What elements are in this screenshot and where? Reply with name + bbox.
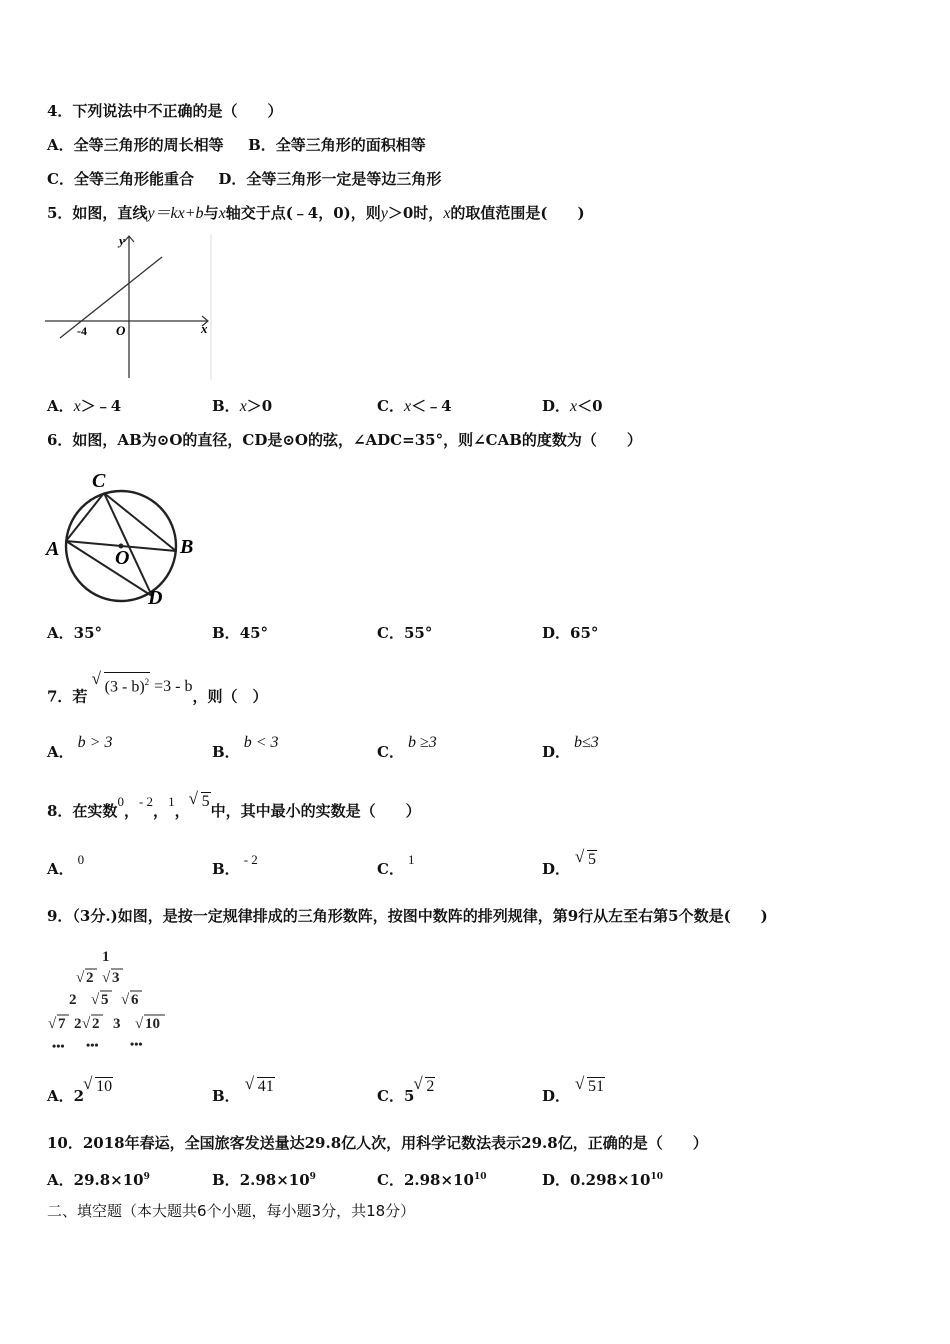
q9-option-d bbox=[542, 1078, 605, 1107]
q7-option-a bbox=[47, 734, 113, 763]
q7-rhs: =3 - b bbox=[154, 678, 193, 696]
q9-r2-sqrt-sign-2: √ bbox=[102, 970, 111, 986]
q9-r3-value-1: 2 bbox=[69, 992, 77, 1008]
q8-option-b-math: - 2 bbox=[243, 852, 258, 867]
q6-option-b-text: 45° bbox=[239, 624, 269, 642]
q6-label-d: D bbox=[148, 587, 163, 609]
q5-text-4: 的取值范围是( ) bbox=[450, 204, 585, 222]
q9-option-a-coef: 2 bbox=[73, 1087, 85, 1105]
q8-option-d-radical bbox=[576, 850, 597, 870]
q5-x-var-2: x bbox=[443, 205, 451, 222]
q7-option-b bbox=[212, 734, 279, 763]
q5-text-2: 轴交于点(﹣4，0)，则 bbox=[225, 204, 381, 222]
q8-num-zero: 0 bbox=[117, 794, 124, 809]
q7-option-c-math: b ≥3 bbox=[407, 734, 437, 751]
q10-option-b-base: 2.98×10 bbox=[239, 1171, 310, 1189]
q6-option-a-label: A． bbox=[47, 624, 74, 642]
q5-option-c bbox=[377, 396, 452, 417]
q9-r4-value-2-radicand: 2 bbox=[92, 1016, 100, 1032]
q8-option-c-math: 1 bbox=[407, 852, 415, 867]
q6-option-c bbox=[377, 623, 432, 643]
q5-equation: y＝kx+b bbox=[147, 205, 204, 222]
q10-option-a bbox=[47, 1167, 150, 1190]
q8-number: 8．在实数 bbox=[47, 802, 118, 820]
q9-option-b-label: B． bbox=[212, 1087, 240, 1105]
q9-r1-value: 1 bbox=[102, 949, 110, 965]
q7-option-b-math: b < 3 bbox=[243, 734, 279, 751]
q9-r2-value-2: 3 bbox=[112, 970, 120, 986]
q4-option-d: D．全等三角形一定是等边三角形 bbox=[218, 170, 442, 188]
q5-number: 5．如图，直线 bbox=[47, 204, 148, 222]
q7-option-a-label: A． bbox=[47, 743, 74, 761]
q8-option-a-label: A． bbox=[47, 860, 74, 878]
q8-stem bbox=[47, 793, 421, 822]
q9-r3-sqrt-sign-2: √ bbox=[121, 992, 130, 1008]
q9-option-a-radical bbox=[84, 1077, 113, 1097]
q9-option-a-radicand: 10 bbox=[96, 1078, 113, 1095]
q10-option-a-exp: 9 bbox=[143, 1172, 150, 1182]
q7-stem bbox=[47, 677, 268, 707]
q9-option-d-radical bbox=[576, 1077, 605, 1097]
q6-circle-figure bbox=[40, 465, 210, 610]
q6-option-c-text: 55° bbox=[403, 624, 433, 642]
q10-option-a-label: A． bbox=[47, 1171, 74, 1189]
q6-option-b bbox=[212, 623, 268, 643]
q8-option-d-label: D． bbox=[542, 860, 571, 878]
q8-option-d bbox=[542, 851, 597, 880]
q6-option-d bbox=[542, 623, 598, 643]
q9-option-b-radical bbox=[246, 1077, 275, 1097]
q9-dots-1: ••• bbox=[52, 1039, 65, 1053]
q5-stem bbox=[47, 203, 585, 224]
q9-option-a-label: A． bbox=[47, 1087, 74, 1105]
q7-option-d-label: D． bbox=[542, 743, 571, 761]
q9-option-c-radicand: 2 bbox=[426, 1078, 435, 1095]
q5-line bbox=[60, 257, 162, 338]
q9-option-c-radical bbox=[414, 1077, 435, 1097]
q9-option-c-label: C． bbox=[377, 1087, 404, 1105]
q7-tail: ，则（ ） bbox=[192, 687, 268, 706]
q10-option-a-base: 29.8×10 bbox=[73, 1171, 144, 1189]
q7-radicand: (3 - b) bbox=[104, 678, 145, 696]
q8-sep-2: ， bbox=[153, 802, 169, 820]
q6-option-c-label: C． bbox=[377, 624, 404, 642]
q10-option-d-label: D． bbox=[542, 1171, 571, 1189]
q7-equation bbox=[93, 678, 193, 695]
q5-option-d bbox=[542, 396, 603, 417]
q5-option-b bbox=[212, 396, 272, 417]
q10-option-d bbox=[542, 1167, 663, 1190]
q5-option-c-text: ＜﹣4 bbox=[411, 397, 452, 415]
q6-label-c: C bbox=[92, 470, 106, 492]
q7-square: 2 bbox=[144, 677, 150, 687]
q8-option-c bbox=[377, 852, 415, 880]
q9-r4-value-3: 3 bbox=[113, 1016, 121, 1032]
q9-r3-sqrt-sign-1: √ bbox=[91, 992, 100, 1008]
q10-option-c-base: 2.98×10 bbox=[403, 1171, 474, 1189]
q9-dots-2: ••• bbox=[86, 1038, 99, 1052]
q10-stem: 10．2018年春运，全国旅客发送量达29.8亿人次，用科学记数法表示29.8亿，正确的是（ ） bbox=[47, 1134, 708, 1152]
q8-option-a-math: 0 bbox=[77, 852, 85, 867]
q5-option-d-text: ＜0 bbox=[577, 397, 603, 415]
q9-option-c-coef: 5 bbox=[403, 1087, 415, 1105]
q8-sep-1: ， bbox=[123, 802, 139, 820]
q7-option-d bbox=[542, 734, 599, 763]
q9-option-d-radicand: 51 bbox=[588, 1078, 605, 1095]
q5-tick-label: -4 bbox=[77, 324, 87, 338]
q4-option-c: C．全等三角形能重合 bbox=[47, 170, 194, 188]
q9-r4-sqrt-sign-2: √ bbox=[82, 1016, 91, 1032]
q9-option-b bbox=[212, 1078, 275, 1107]
q9-option-b-radicand: 41 bbox=[257, 1078, 274, 1095]
q8-num-one: 1 bbox=[168, 794, 175, 809]
q8-sqrt5-radicand: 5 bbox=[201, 793, 210, 810]
q9-r4-value-4: 10 bbox=[145, 1016, 160, 1032]
q8-sep-3: ， bbox=[174, 802, 190, 820]
q5-option-d-var: x bbox=[570, 398, 578, 415]
q9-r4-value-2-coef: 2 bbox=[74, 1016, 82, 1032]
q7-option-b-label: B． bbox=[212, 743, 240, 761]
q5-option-a-var: x bbox=[73, 398, 81, 415]
q7-option-a-math: b > 3 bbox=[77, 734, 113, 751]
q6-option-a bbox=[47, 623, 102, 643]
q9-option-a bbox=[47, 1078, 113, 1107]
q10-option-b bbox=[212, 1167, 316, 1190]
q9-dots-3: ••• bbox=[130, 1037, 143, 1051]
q4-option-a: A．全等三角形的周长相等 bbox=[47, 136, 224, 154]
q5-origin-label: O bbox=[116, 323, 126, 338]
q4-options-row1 bbox=[47, 135, 426, 155]
q5-text-1: 与 bbox=[203, 204, 219, 222]
q10-option-c bbox=[377, 1167, 486, 1190]
q8-option-b-label: B． bbox=[212, 860, 240, 878]
q4-options-row2 bbox=[47, 169, 441, 189]
q9-r3-value-3: 6 bbox=[131, 992, 139, 1008]
q8-option-c-label: C． bbox=[377, 860, 404, 878]
q8-option-b bbox=[212, 852, 258, 880]
q8-option-a bbox=[47, 852, 85, 880]
q5-option-c-var: x bbox=[403, 398, 412, 415]
q7-option-c bbox=[377, 734, 437, 763]
q5-option-a-text: ＞﹣4 bbox=[80, 397, 122, 415]
q8-num-sqrt5 bbox=[190, 792, 211, 812]
q10-option-c-label: C． bbox=[377, 1171, 404, 1189]
q5-option-a-label: A． bbox=[47, 397, 74, 415]
q9-r2-sqrt-sign-1: √ bbox=[76, 970, 85, 986]
q5-option-b-label: B． bbox=[212, 397, 240, 415]
q9-number-triangle bbox=[45, 945, 175, 1055]
q7-number: 7．若 bbox=[47, 687, 88, 706]
q9-r4-sqrt-sign-3: √ bbox=[135, 1016, 144, 1032]
q4-option-b: B．全等三角形的面积相等 bbox=[248, 136, 426, 154]
q5-option-d-label: D． bbox=[542, 397, 571, 415]
q6-option-d-text: 65° bbox=[570, 624, 599, 642]
q9-stem: 9．（3分.)如图，是按一定规律排成的三角形数阵，按图中数阵的排列规律，第9行从左至右第5个数是( ) bbox=[47, 907, 768, 925]
q6-label-a: A bbox=[46, 538, 60, 560]
q9-r4-sqrt-sign-1: √ bbox=[48, 1016, 57, 1032]
q5-x-label: x bbox=[201, 321, 208, 336]
section-2-title: 二、填空题（本大题共6个小题，每小题3分，共18分） bbox=[47, 1202, 416, 1220]
q5-option-c-label: C． bbox=[377, 397, 404, 415]
q5-graph bbox=[40, 230, 220, 380]
q6-chord-ac bbox=[66, 493, 104, 541]
q9-r4-value-1: 7 bbox=[58, 1016, 66, 1032]
q7-radical bbox=[93, 672, 150, 697]
q6-option-a-text: 35° bbox=[73, 624, 103, 642]
q7-option-c-label: C． bbox=[377, 743, 404, 761]
q8-num-neg2: - 2 bbox=[138, 794, 154, 809]
q6-label-o: O bbox=[115, 547, 130, 569]
q10-option-b-exp: 9 bbox=[309, 1172, 316, 1182]
q5-x-var: x bbox=[218, 205, 226, 222]
q6-option-b-label: B． bbox=[212, 624, 240, 642]
q9-option-c bbox=[377, 1078, 435, 1107]
q9-r3-value-2: 5 bbox=[101, 992, 109, 1008]
q5-y-var: y bbox=[380, 205, 388, 222]
q6-chord-cb bbox=[104, 493, 176, 551]
q7-option-d-math: b≤3 bbox=[574, 734, 599, 751]
q5-option-a bbox=[47, 396, 121, 417]
q5-y-label: y bbox=[119, 233, 125, 248]
q10-option-d-exp: 10 bbox=[650, 1172, 663, 1182]
q10-option-c-exp: 10 bbox=[473, 1172, 487, 1182]
q5-option-b-text: ＞0 bbox=[246, 397, 273, 415]
q6-stem: 6．如图，AB为⊙O的直径，CD是⊙O的弦，∠ADC=35°，则∠CAB的度数为（ ） bbox=[47, 431, 642, 449]
q10-option-b-label: B． bbox=[212, 1171, 240, 1189]
q4-stem: 4．下列说法中不正确的是（ ） bbox=[47, 102, 283, 120]
q8-tail: 中，其中最小的实数是（ ） bbox=[210, 802, 421, 820]
q5-text-3: ＞0时， bbox=[387, 204, 444, 222]
q5-option-b-var: x bbox=[239, 398, 247, 415]
q6-label-b: B bbox=[180, 536, 194, 558]
q10-option-d-base: 0.298×10 bbox=[570, 1171, 651, 1189]
q6-option-d-label: D． bbox=[542, 624, 571, 642]
q9-option-d-label: D． bbox=[542, 1087, 571, 1105]
q8-option-d-radicand: 5 bbox=[588, 851, 597, 868]
q9-r2-value-1: 2 bbox=[86, 970, 94, 986]
